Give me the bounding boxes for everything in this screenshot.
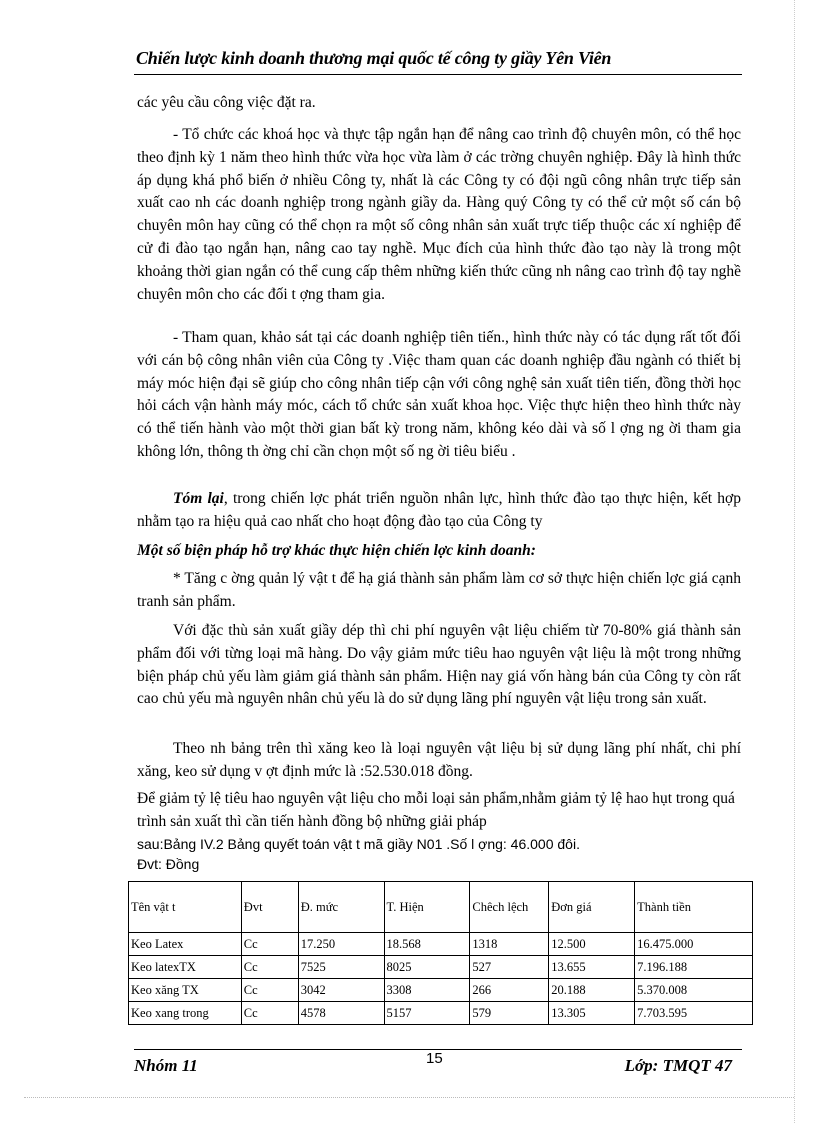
- table-cell: 1318: [470, 933, 549, 956]
- table-cell: 527: [470, 956, 549, 979]
- unit-note: Đvt: Đồng: [137, 855, 200, 872]
- paragraph-material-management: * Tăng c ờng quản lý vật t để hạ giá thành sản phẩm làm cơ sở thực hiện chiến lợc giá cạnh tranh sản phẩm.: [137, 570, 741, 610]
- table-row: [129, 956, 753, 979]
- table-cell: Keo xang trong: [129, 1002, 242, 1025]
- table-header-cell: Tên vật t: [129, 882, 242, 933]
- body-training: [137, 124, 741, 306]
- table-row: [129, 933, 753, 956]
- table-cell: 13.655: [549, 956, 635, 979]
- body-top: [137, 92, 741, 115]
- table-cell: Cc: [241, 956, 298, 979]
- summary-text: , trong chiến lợc phát triển nguồn nhân lực, hình thức đào tạo thực hiện, kết hợp nhằm tạo ra hiệu quả cao nhất cho hoạt động đào tạo của Công ty: [137, 490, 741, 530]
- table-caption: sau:Bảng IV.2 Bảng quyết toán vật t mã giầy N01 .Số l ợng: 46.000 đôi.: [137, 835, 580, 852]
- footer-group: Nhóm 11: [134, 1056, 198, 1075]
- table-cell: 3308: [384, 979, 470, 1002]
- paragraph-site-visits: - Tham quan, khảo sát tại các doanh nghiệp tiên tiến., hình thức này có tác dụng rất tốt đối với cán bộ công nhân viên của Công ty .Việc tham quan các doanh nghiệp đầu ngành có thiết bị máy móc hiện đại sẽ giúp cho công nhân tiếp cận với công nghệ sản xuất tiên tiến, đồng thời học hỏi cách vận hành máy móc, cách tổ chức sản xuất khoa học. Việc thực hiện theo hình thức này có thể tiến hành vào một thời gian bất kỳ trong năm, không kéo dài và số l ợng ng ời tham gia không lớn, thông th ờng chỉ cần chọn một số ng ời tiêu biểu .: [137, 329, 741, 460]
- table-cell: 579: [470, 1002, 549, 1025]
- table-cell: 16.475.000: [635, 933, 753, 956]
- table-cell: 5.370.008: [635, 979, 753, 1002]
- table-row: [129, 1002, 753, 1025]
- page-edge-guide: [24, 1097, 794, 1098]
- body-summary: [137, 488, 741, 534]
- paragraph-glue-waste: Theo nh bảng trên thì xăng keo là loại nguyên vật liệu bị sử dụng lãng phí nhất, chi phí xăng, keo sử dụng v ợt định mức là :52.530.018 đồng.: [137, 740, 741, 780]
- paragraph-material-costs: Với đặc thù sản xuất giầy dép thì chi phí nguyên vật liệu chiếm từ 70-80% giá thành sản phẩm đối với từng loại mã hàng. Do vậy giảm mức tiêu hao nguyên vật liệu là một trong những biện pháp chủ yếu làm giảm giá thành sản phẩm. Hiện nay giá vốn hàng bán của Công ty còn rất cao chủ yếu mà nguyên nhân chủ yếu là do sử dụng lãng phí nguyên vật liệu trong sản xuất.: [137, 622, 741, 708]
- body-heading: [137, 540, 741, 563]
- table-cell: 18.568: [384, 933, 470, 956]
- body-reduce: [137, 788, 741, 874]
- page-edge-guide-vertical: [794, 0, 795, 1123]
- table-cell: 7.196.188: [635, 956, 753, 979]
- table-cell: Keo Latex: [129, 933, 242, 956]
- table-cell: 7.703.595: [635, 1002, 753, 1025]
- table-cell: 3042: [298, 979, 384, 1002]
- table-cell: Cc: [241, 933, 298, 956]
- table-cell: 17.250: [298, 933, 384, 956]
- page-header: [134, 44, 742, 75]
- table-cell: 266: [470, 979, 549, 1002]
- body-measure: [137, 568, 741, 614]
- table-cell: 13.305: [549, 1002, 635, 1025]
- table-row: [129, 979, 753, 1002]
- table-header-cell: Đvt: [241, 882, 298, 933]
- paragraph-summary: [137, 488, 741, 534]
- section-heading: Một số biện pháp hỗ trợ khác thực hiện chiến lợc kinh doanh:: [137, 542, 536, 559]
- table-cell: Keo xăng TX: [129, 979, 242, 1002]
- table-cell: 20.188: [549, 979, 635, 1002]
- table-cell: 12.500: [549, 933, 635, 956]
- page-number: 15: [426, 1050, 443, 1067]
- table-cell: 7525: [298, 956, 384, 979]
- summary-lead: Tóm lại: [173, 490, 224, 507]
- body-glue: [137, 738, 741, 784]
- body-visits: [137, 327, 741, 464]
- table-header-cell: Thành tiền: [635, 882, 753, 933]
- table-cell: 5157: [384, 1002, 470, 1025]
- table-cell: Cc: [241, 1002, 298, 1025]
- body-costs: [137, 620, 741, 711]
- table-header-cell: Đơn giá: [549, 882, 635, 933]
- table-header-cell: Đ. mức: [298, 882, 384, 933]
- document-title: Chiến lược kinh doanh thương mại quốc tế công ty giầy Yên Viên: [136, 48, 612, 68]
- table-header-cell: T. Hiện: [384, 882, 470, 933]
- material-settlement-table: [128, 881, 753, 1025]
- paragraph-reduce-waste: Để giảm tỷ lệ tiêu hao nguyên vật liệu cho mỗi loại sản phẩm,nhằm giảm tỷ lệ hao hụt trong quá trình sản xuất thì cần tiến hành đồng bộ những giải pháp: [137, 790, 735, 830]
- paragraph-short-courses: - Tổ chức các khoá học và thực tập ngắn hạn để nâng cao trình độ chuyên môn, có thể học theo định kỳ 1 năm theo hình thức vừa học vừa làm ở các trờng chuyên nghiệp. Đây là hình thức áp dụng khá phổ biến ở nhiều Công ty, nhất là các Công ty có đội ngũ công nhân trực tiếp sản xuất cao nh các doanh nghiệp trong ngành giầy da. Hàng quý Công ty có thể cử một số cán bộ chuyên môn hay cũng có thể chọn ra một số công nhân sản xuất trực tiếp thuộc các xí nghiệp để cử đi đào tạo ngắn hạn, nâng cao tay nghề. Mục đích của hình thức đào tạo này là trong một khoảng thời gian ngắn có thể cung cấp thêm những kiến thức cũng nh nâng cao trình độ tay nghề chuyên môn cho các đối t ợng tham gia.: [137, 126, 741, 303]
- footer-class: Lớp: TMQT 47: [624, 1056, 732, 1075]
- table-cell: Keo latexTX: [129, 956, 242, 979]
- table-header-row: [129, 882, 753, 933]
- table-cell: 4578: [298, 1002, 384, 1025]
- table-header-cell: Chêch lệch: [470, 882, 549, 933]
- paragraph-continuation: các yêu cầu công việc đặt ra.: [137, 94, 316, 111]
- page-footer: [134, 1049, 742, 1080]
- table-cell: 8025: [384, 956, 470, 979]
- table-cell: Cc: [241, 979, 298, 1002]
